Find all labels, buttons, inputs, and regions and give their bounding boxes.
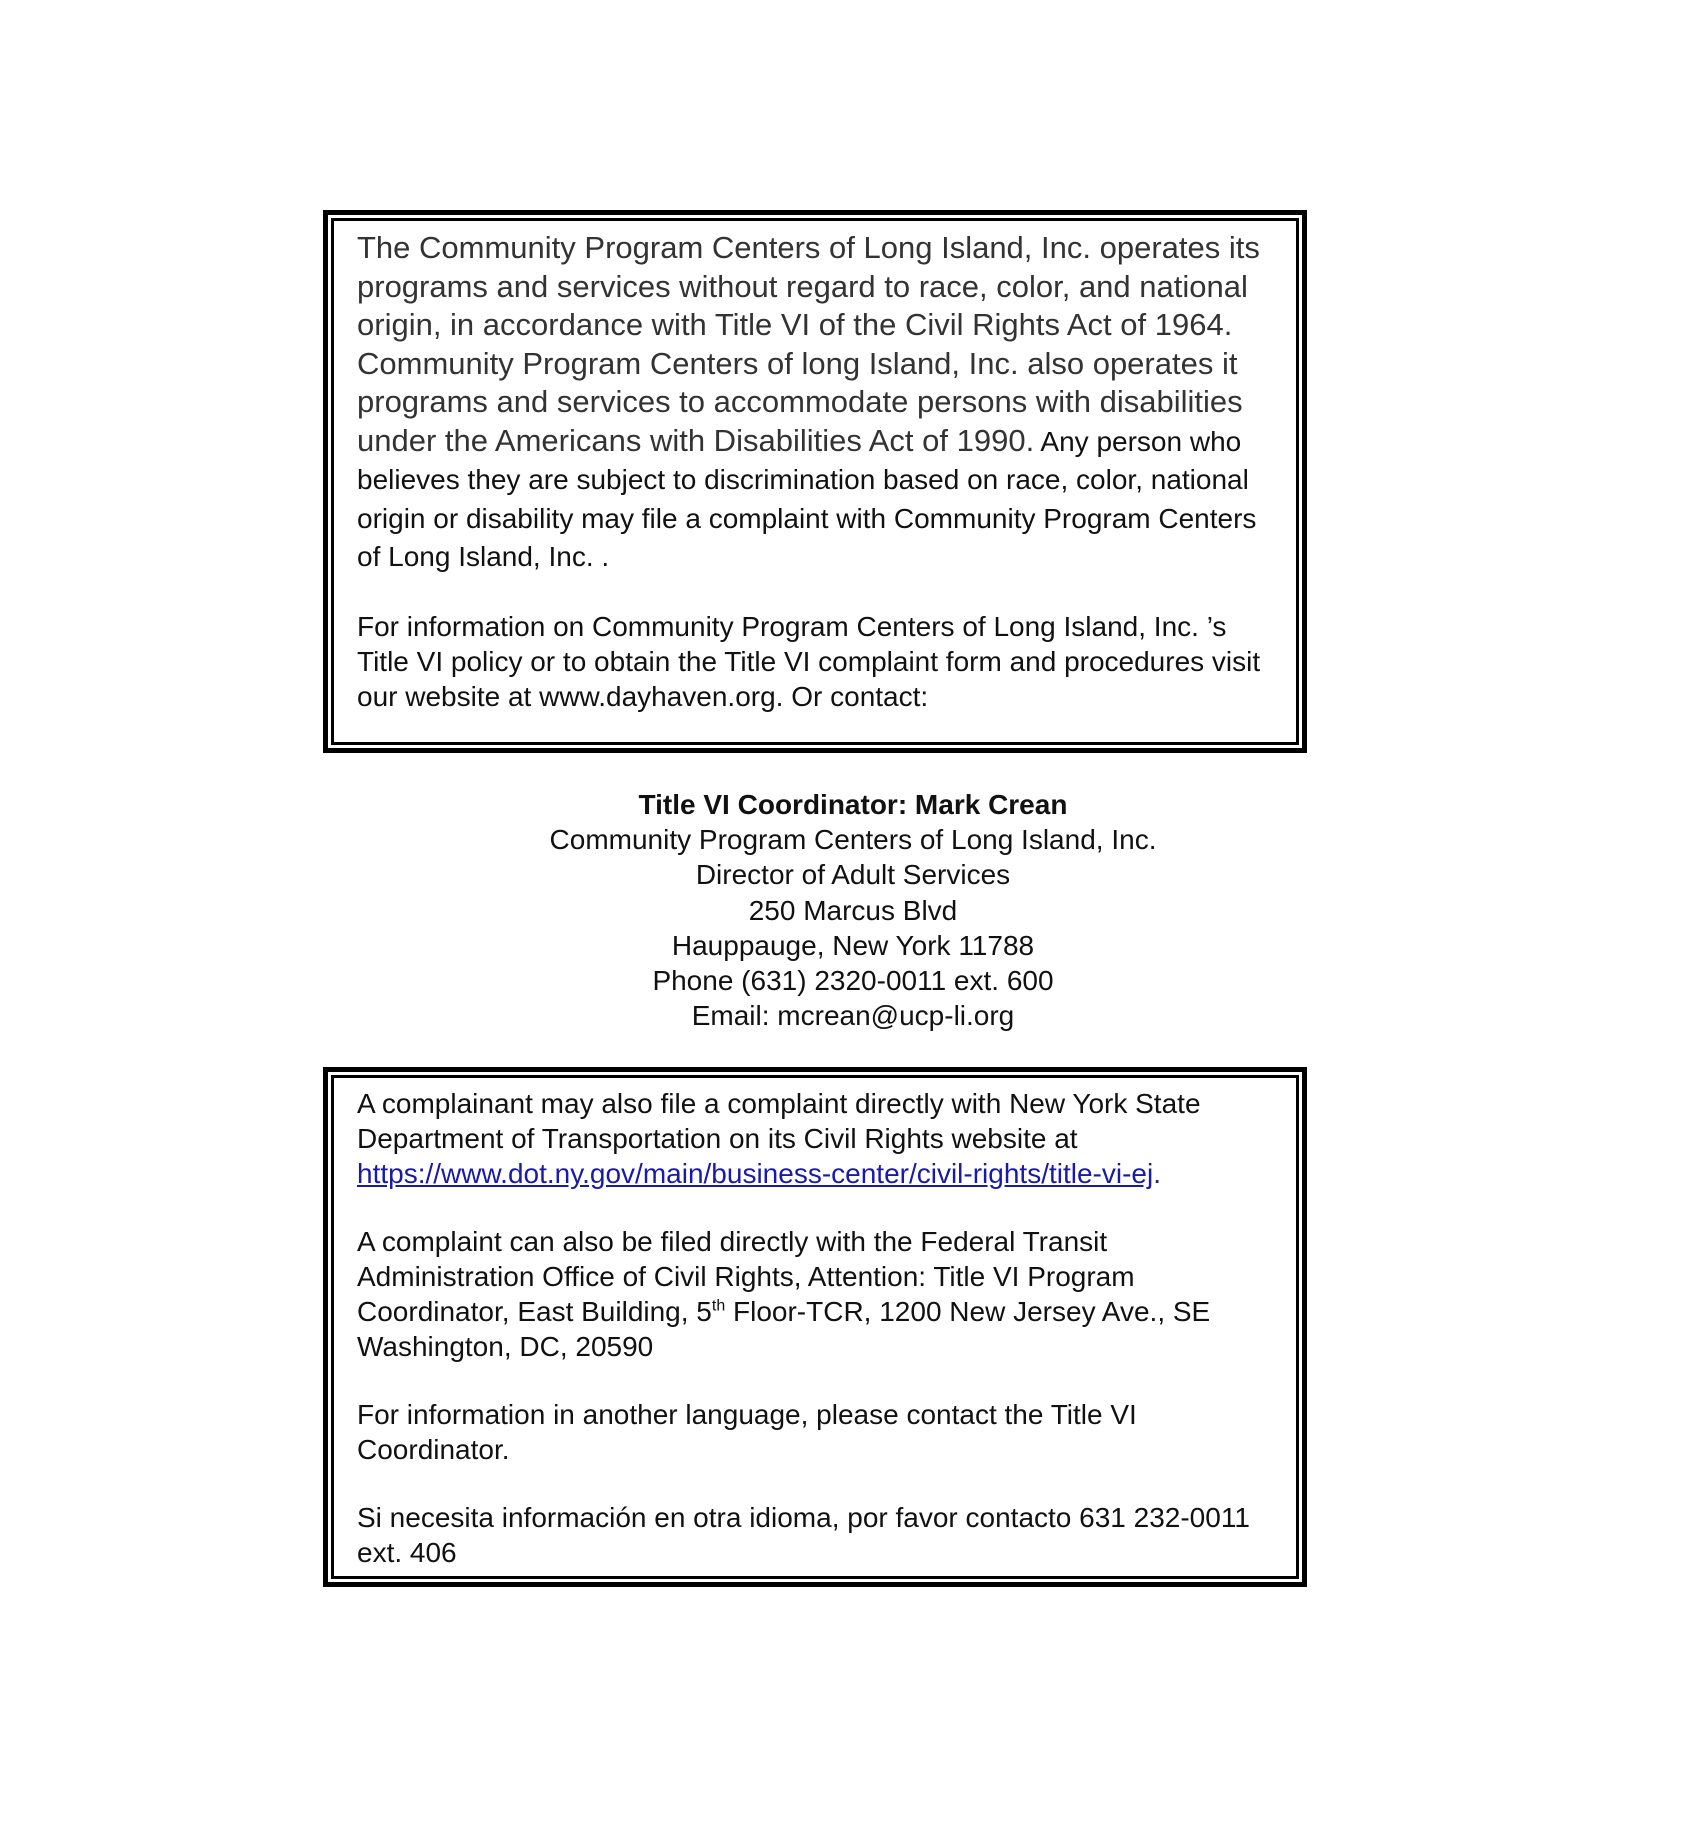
language-paragraph-spanish: Si necesita información en otra idioma, por favor contacto 631 232-0011 ext. 406 [357,1502,1250,1568]
street-address: 250 Marcus Blvd [748,894,958,926]
nysdot-period: . [1153,1158,1161,1189]
complaint-box [323,1067,1307,1587]
coordinator-name: Title VI Coordinator: Mark Crean [638,789,1068,820]
coordinator-title: Director of Adult Services [695,859,1011,891]
email-address: Email: mcrean@ucp-li.org [691,1000,1015,1032]
fta-paragraph [357,1224,1274,1364]
notice-paragraph [357,229,1274,576]
organization-name: Community Program Centers of Long Island, Inc. [549,824,1157,856]
nysdot-text: A complainant may also file a complaint directly with New York State Department of Transportation on its Civil Rights website at [357,1088,1201,1154]
floor-ordinal-superscript: th [711,1297,726,1315]
nysdot-paragraph [357,1086,1274,1191]
notice-box-inner [331,218,1299,745]
complaint-box-inner [331,1075,1299,1579]
fta-text-end: Floor-TCR, 1200 New Jersey Ave., SE Washington, DC, 20590 [357,1296,1211,1362]
fta-text-start: A complaint can also be filed directly with the Federal Transit Administration Office of Civil Rights, Attention: Title VI Program Coordinator, East Building, 5 [357,1226,1135,1327]
notice-box [323,210,1307,753]
info-paragraph: For information on Community Program Centers of Long Island, Inc. ’s Title VI policy or to obtain the Title VI complaint form and procedures visit our website at www.dayhaven.org. Or contact: [357,610,1261,712]
city-state-zip: Hauppauge, New York 11788 [671,929,1035,961]
complaint-statement: Any person who believes they are subject to discrimination based on race, color, national origin or disability may file a complaint with Community Program Centers of Long Island, Inc. . [357,425,1257,572]
language-paragraph-english: For information in another language, please contact the Title VI Coordinator. [357,1399,1137,1465]
nysdot-civil-rights-link[interactable]: https://www.dot.ny.gov/main/business-center/civil-rights/title-vi-ej [357,1158,1154,1189]
coordinator-contact-block [323,787,1383,1033]
nondiscrimination-statement: The Community Program Centers of Long Island, Inc. operates its programs and services without regard to race, color, and national origin, in accordance with Title VI of the Civil Rights Act of 1964. Community Program Centers of long Island, Inc. also operates it programs and services to accommodate persons with disabilities under the Americans with Disabilities Act of 1990. [357,230,1260,458]
phone-number: Phone (631) 2320-0011 ext. 600 [652,965,1054,997]
